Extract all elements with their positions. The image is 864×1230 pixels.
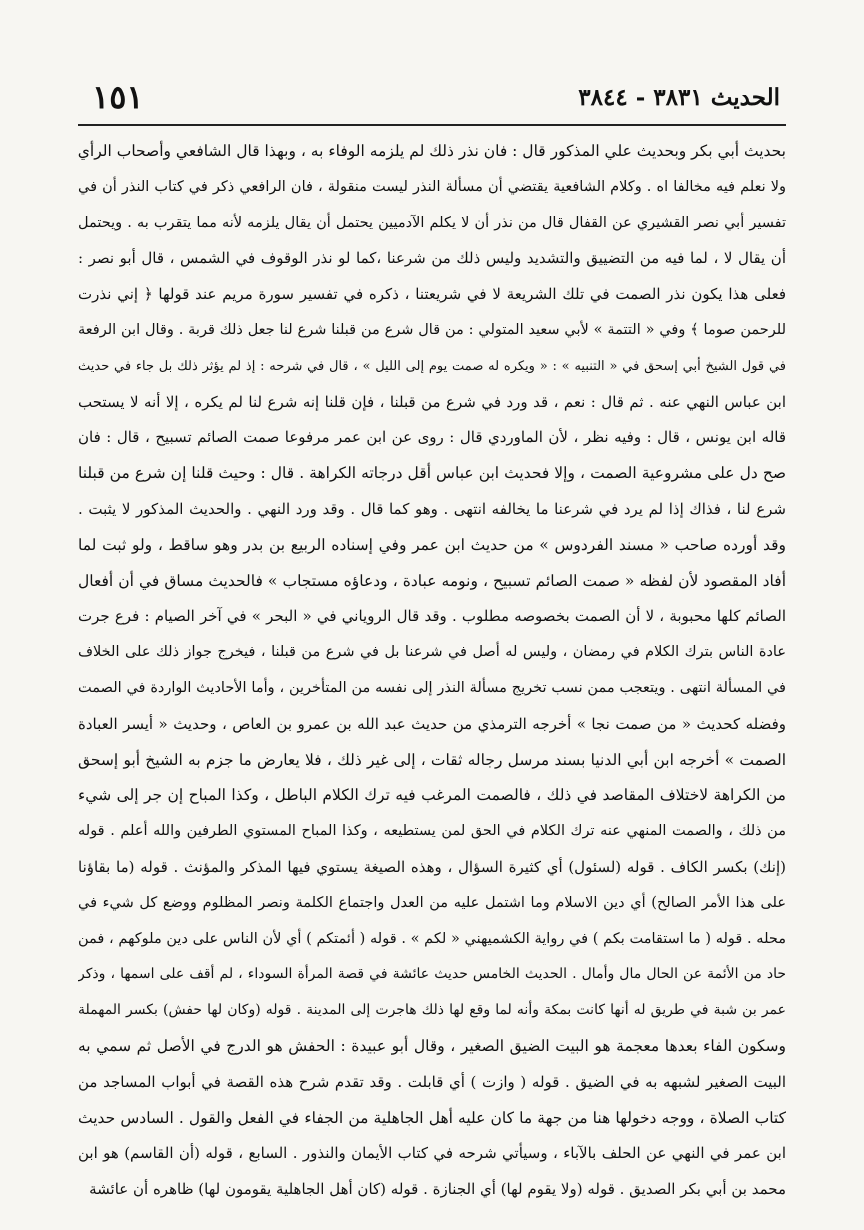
text-line: صح دل على مشروعية الصمت ، وإلا فحديث ابن عباس أقل درجاته الكراهة . قال : وحيث قلنا إن شرع من قبلنا: [78, 464, 786, 483]
text-line: كتاب الصلاة ، ووجه دخولها هنا من جهة ما كان عليه أهل الجاهلية من الجفاء في الفعل والقول . السادس حديث: [78, 1108, 786, 1127]
text-line: وقد أورده صاحب « مسند الفردوس » من حديث ابن عمر وفي إسناده الربيع بن بدر وهو ساقط ، ولو ثبت لما: [78, 535, 786, 554]
text-line: ابن عباس النهي عنه . ثم قال : نعم ، قد ورد في شرع من قبلنا ، فإن قلنا إنه شرع لنا لم يكره ، إلا أنه لا يستحب: [78, 392, 786, 411]
text-line: حاد من الأئمة عن الحال مال وأمال . الحديث الخامس حديث عائشة في قصة المرأة السوداء ، لم أقف على اسمها ، وذكر: [78, 966, 786, 983]
text-line: البيت الصغير لشبهه به في الضيق . قوله ( وازت ) أي قابلت . وقد تقدم شرح هذه القصة في أبواب المساجد من: [78, 1072, 786, 1091]
text-line: محله . قوله ( ما استقامت بكم ) في رواية الكشميهني « لكم » . قوله ( أئمتكم ) أي لأن الناس على دين ملوكهم ، فمن: [78, 930, 786, 947]
page-header: [70, 78, 794, 124]
text-line: (إنك) بكسر الكاف . قوله (لسئول) أي كثيرة السؤال ، وهذه الصيغة يستوي فيها المذكر والمؤنث . قوله (ما بقاؤنا: [78, 857, 786, 876]
text-line: ولا نعلم فيه مخالفا اه . وكلام الشافعية يقتضي أن مسألة النذر ليست منقولة ، فان الرافعي ذكر في كتاب النذر أن في: [78, 178, 786, 195]
text-line: وسكون الفاء بعدها معجمة هو البيت الضيق الصغير ، وقال أبو عبيدة : الحفش هو الدرج في الأصل ثم سمي به: [78, 1036, 786, 1055]
text-line: عمر بن شبة في طريق له أنها كانت بمكة وأنه لما وقع لها ذلك هاجرت إلى المدينة . قوله (وكان لها حفش) بكسر المهملة: [78, 1002, 786, 1019]
text-line: قاله ابن يونس ، قال : وفيه نظر ، لأن الماوردي قال : روى عن ابن عمر مرفوعا صمت الصائم تسبيح ، قال : فان: [78, 428, 786, 447]
text-line: أفاد المقصود لأن لفظه « صمت الصائم تسبيح ، ونومه عبادة ، ودعاؤه مستجاب » فالحديث مساق في أن أفعال: [78, 571, 786, 590]
page-number: ١٥١: [92, 78, 144, 116]
text-line: محمد بن أبي بكر الصديق . قوله (ولا يقوم لها) أي الجنازة . قوله (كان أهل الجاهلية يقومون لها) ظاهره أن عائشة: [89, 1180, 786, 1199]
text-line: على هذا الأمر الصالح) أي دين الاسلام وما اشتمل عليه من العدل واجتماع الكلمة ونصر المظلوم ووضع كل شيء في: [78, 894, 786, 911]
text-body: [78, 134, 786, 1208]
text-line: فعلى هذا يكون نذر الصمت في تلك الشريعة لا في شريعتنا ، ذكره في تفسير سورة مريم عند قولها ﴿ إني نذرت: [78, 285, 786, 304]
text-line: من الكراهة لاختلاف المقاصد في ذلك ، فالصمت المرغب فيه ترك الكلام الباطل ، وكذا المباح إن جر إلى شيء: [78, 786, 786, 805]
text-line: الصائم كلها محبوبة ، لا أن الصمت بخصوصه مطلوب . وقد قال الروياني في « البحر » في آخر الصيام : فرع جرت: [78, 607, 786, 626]
running-title: الحديث ٣٨٣١ - ٣٨٤٤: [578, 84, 780, 111]
text-line: عادة الناس بترك الكلام في رمضان ، وليس له أصل في شرعنا بل في شرع من قبلنا ، فيخرج جواز ذلك على الخلاف: [78, 644, 786, 661]
text-line: في المسألة انتهى . ويتعجب ممن نسب تخريج مسألة النذر إلى نفسه من المتأخرين ، وأما الأحاديث الواردة في الصمت: [78, 679, 786, 696]
text-line: من ذلك ، والصمت المنهي عنه ترك الكلام في الحق لمن يستطيعه ، وكذا المباح المستوي الطرفين والله أعلم . قوله: [78, 823, 786, 840]
text-line: ابن عمر في النهي عن الحلف بالآباء ، وسيأتي شرحه في كتاب الأيمان والنذور . السابع ، قوله (أن القاسم) هو ابن: [78, 1144, 786, 1163]
text-line: للرحمن صوما ﴾ وفي « التتمة » لأبي سعيد المتولي : من قال شرع من قبلنا شرع لنا جعل ذلك قربة . وقال ابن الرفعة: [78, 321, 786, 338]
header-rule: [78, 124, 786, 126]
text-line: شرع لنا ، فذاك إذا لم يرد في شرعنا ما يخالفه انتهى . وهو كما قال . وقد ورد النهي . والحديث المذكور لا يثبت .: [78, 499, 786, 518]
text-line: الصمت » أخرجه ابن أبي الدنيا بسند مرسل رجاله ثقات ، إلى غير ذلك ، فلا يعارض ما جزم به الشيخ أبو إسحق: [78, 750, 786, 769]
text-line: تفسير أبي نصر القشيري عن القفال قال من نذر أن لا يكلم الآدميين يحتمل أن يقال يلزمه لأنه مما يتقرب به . ويحتمل: [78, 214, 786, 231]
text-line: أن يقال لا ، لما فيه من التضييق والتشديد وليس ذلك من شرعنا ،كما لو نذر الوقوف في الشمس ، قال أبو نصر :: [78, 249, 786, 268]
text-line: بحديث أبي بكر وبحديث علي المذكور قال : فان نذر ذلك لم يلزمه الوفاء به ، وبهذا قال الشافعي وأصحاب الرأي: [78, 142, 786, 160]
text-line: في قول الشيخ أبي إسحق في « التنبيه » : « ويكره له صمت يوم إلى الليل » ، قال في شرحه : إذ لم يؤثر ذلك بل جاء في حديث: [78, 358, 786, 374]
text-line: وفضله كحديث « من صمت نجا » أخرجه الترمذي من حديث عبد الله بن عمرو بن العاص ، وحديث « أيسر العبادة: [78, 714, 786, 733]
